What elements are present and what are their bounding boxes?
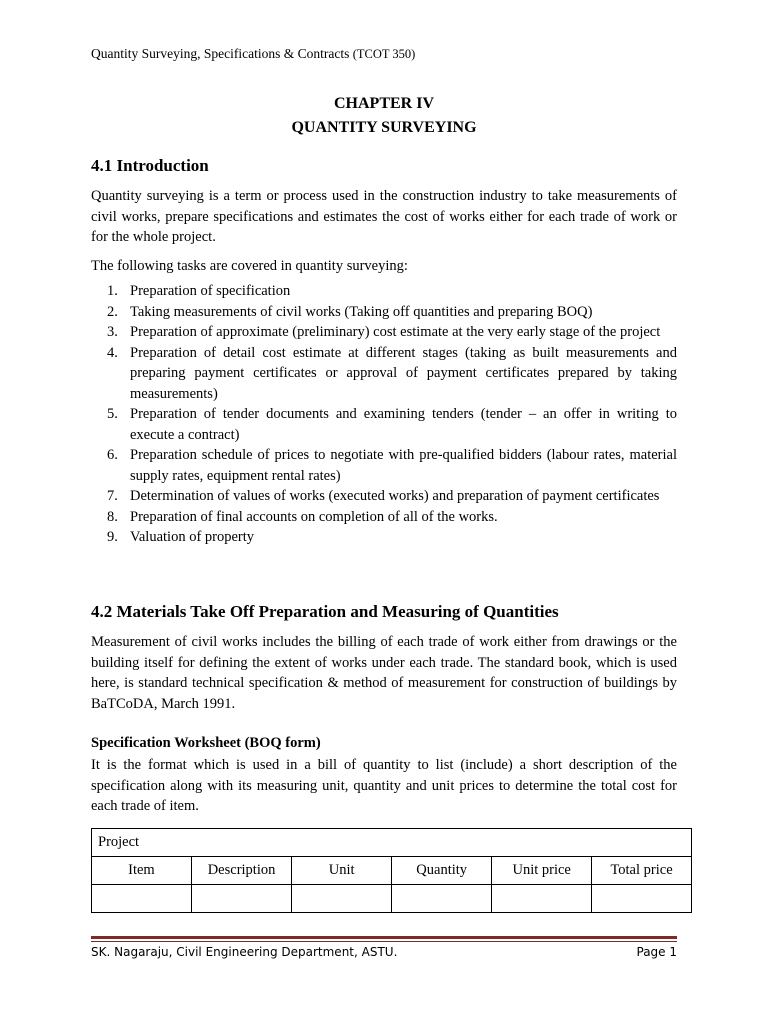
list-item: 6. Preparation schedule of prices to negotiate with pre-qualified bidders (labour rates, material supply rates, equipment rental rates) [107, 447, 677, 484]
list-item: 3. Preparation of approximate (preliminary) cost estimate at the very early stage of the project [107, 324, 661, 340]
table-row [92, 829, 692, 857]
list-item-text: Preparation of detail cost estimate at different stages (taking as built measurements and preparing payment certificates or approval of payment certificates prepared by taking measurements) [130, 344, 677, 402]
list-item-text: Determination of values of works (executed works) and preparation of payment certificates [130, 488, 660, 504]
subheading-specification-worksheet: Specification Worksheet (BOQ form) [91, 735, 321, 751]
table-row [92, 885, 692, 913]
empty-cell [92, 885, 192, 913]
list-item-text: Valuation of property [130, 529, 255, 545]
chapter-number: CHAPTER IV [333, 95, 434, 112]
project-cell: Project [92, 829, 692, 857]
column-header-unit-price: Unit price [492, 857, 592, 885]
list-item: 8. Preparation of final accounts on completion of all of the works. [107, 508, 498, 525]
chapter-title: QUANTITY SURVEYING [291, 119, 477, 136]
section-heading-introduction: 4.1 Introduction [91, 156, 209, 175]
mto-paragraph-2: It is the format which is used in a bill of quantity to list (include) a short description of the specification along with its measuring unit, quantity and unit prices to determine the total cost for each trade of item. [91, 757, 677, 814]
column-header-quantity: Quantity [392, 857, 492, 885]
footer-divider-thin [91, 941, 677, 942]
list-item-text: Preparation of approximate (preliminary) cost estimate at the very early stage of the project [130, 324, 661, 340]
list-item-text: Preparation of tender documents and examining tenders (tender – an offer in writing to execute a contract) [130, 406, 677, 443]
empty-cell [191, 885, 291, 913]
task-list [91, 281, 677, 548]
boq-table [91, 828, 692, 913]
empty-cell [492, 885, 592, 913]
mto-paragraph-1: Measurement of civil works includes the billing of each trade of work either from drawings or the building itself for defining the extent of works under each trade. The standard book, which is used here, is standard technical specification & method of measurement for construction of buildings by BaTCoDA, March 1991. [91, 634, 677, 712]
list-item: 4. Preparation of detail cost estimate at different stages (taking as built measurements and preparing payment certificates or approval of payment certificates prepared by taking measurements) [107, 344, 677, 402]
empty-cell [592, 885, 692, 913]
table-header-row [92, 857, 692, 885]
page-number: Page 1 [636, 945, 677, 959]
footer-author: SK. Nagaraju, Civil Engineering Department, ASTU. [91, 945, 398, 959]
footer-divider [91, 936, 677, 939]
empty-cell [292, 885, 392, 913]
list-item: 1. Preparation of specification [107, 283, 291, 299]
list-item: 5. Preparation of tender documents and examining tenders (tender – an offer in writing to execute a contract) [107, 406, 677, 443]
column-header-total-price: Total price [592, 857, 692, 885]
column-header-description: Description [191, 857, 291, 885]
intro-paragraph-1: Quantity surveying is a term or process used in the construction industry to take measurements of civil works, prepare specifications and estimates the cost of works either for each trade of work or for the whole project. [91, 188, 677, 245]
list-item-text: Preparation schedule of prices to negotiate with pre-qualified bidders (labour rates, material supply rates, equipment rental rates) [130, 447, 677, 484]
intro-paragraph-2: The following tasks are covered in quantity surveying: [91, 258, 408, 274]
header-course-code: (TCOT 350) [352, 47, 416, 61]
column-header-unit: Unit [292, 857, 392, 885]
header-title: Quantity Surveying, Specifications & Contracts [91, 46, 350, 61]
list-item-text: Preparation of specification [130, 283, 291, 299]
list-item-text: Taking measurements of civil works (Taking off quantities and preparing BOQ) [130, 303, 593, 320]
list-item: 9. Valuation of property [107, 529, 255, 545]
column-header-item: Item [92, 857, 192, 885]
list-item-text: Preparation of final accounts on completion of all of the works. [130, 508, 498, 525]
empty-cell [392, 885, 492, 913]
section-heading-materials-take-off: 4.2 Materials Take Off Preparation and Measuring of Quantities [91, 602, 559, 621]
list-item: 2. Taking measurements of civil works (Taking off quantities and preparing BOQ) [107, 303, 593, 320]
running-header [91, 46, 415, 62]
list-item: 7. Determination of values of works (executed works) and preparation of payment certificates [107, 488, 660, 504]
